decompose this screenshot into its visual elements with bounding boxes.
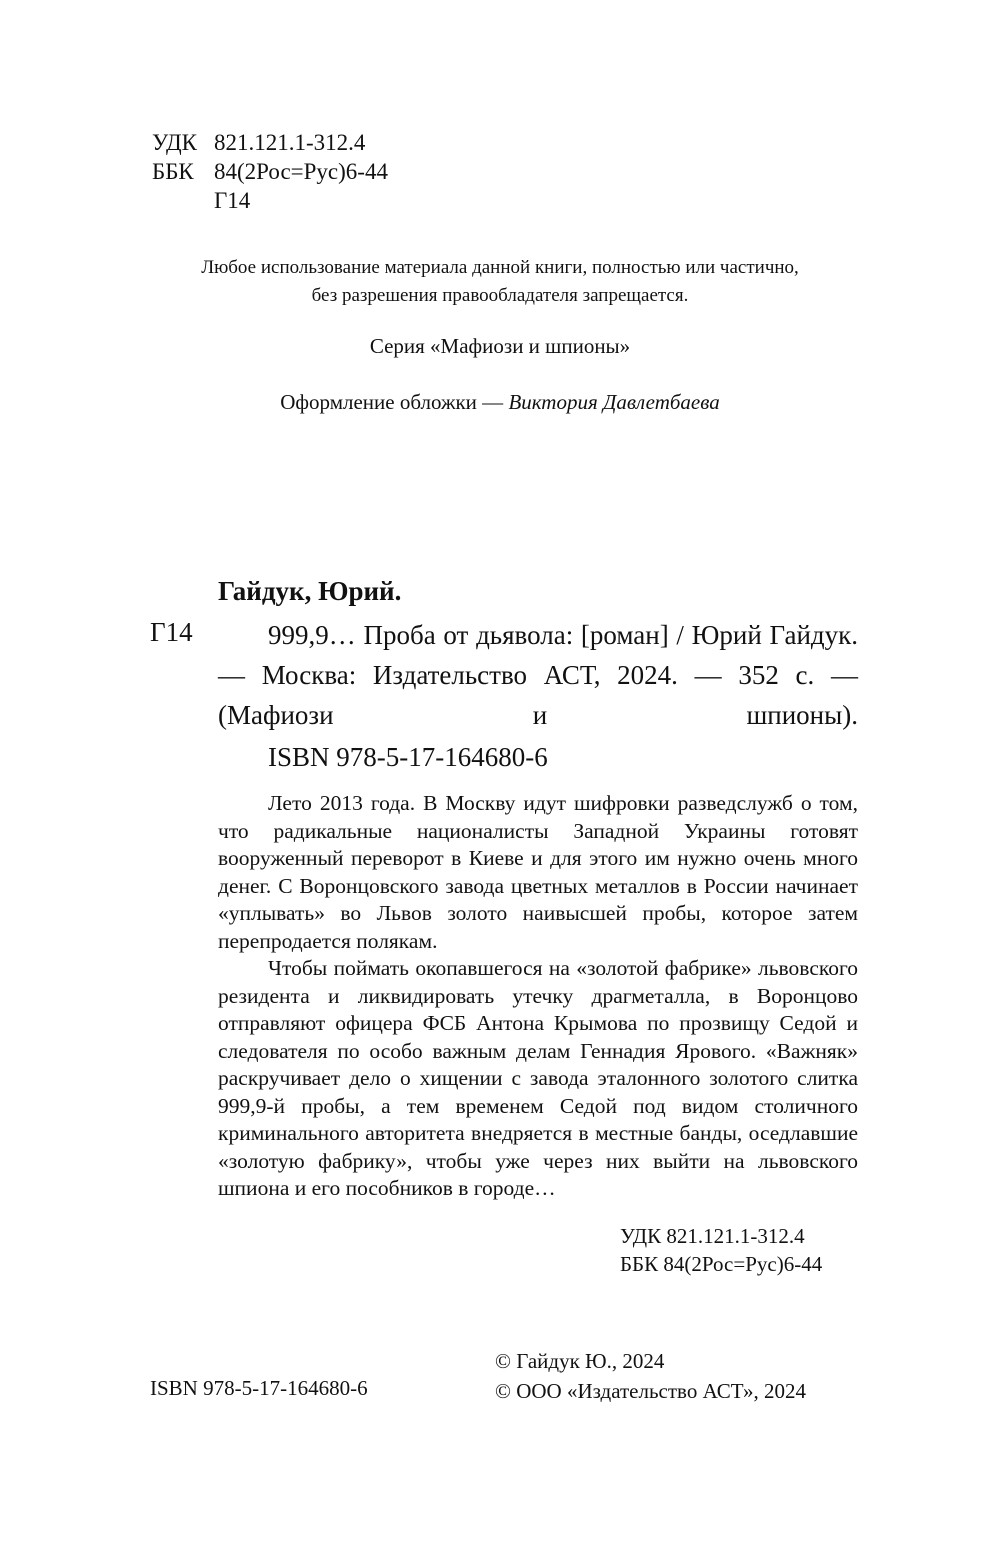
author-mark: Г14: [150, 617, 193, 647]
notice-line-2: без разрешения правообладателя запрещается.: [311, 285, 689, 306]
annotation: [218, 790, 858, 1203]
bbk-row: [152, 157, 388, 186]
copyright-block: [495, 1346, 806, 1406]
udk-value: 821.121.1-312.4: [214, 130, 366, 155]
bibliographic-description: [218, 615, 858, 735]
copyright-publisher: © ООО «Издательство АСТ», 2024: [495, 1379, 806, 1403]
bbk-value: 84(2Рос=Рус)6-44: [214, 159, 388, 184]
cover-design-line: [0, 390, 1000, 415]
copyright-notice: [0, 254, 1000, 310]
udk-bottom: УДК 821.121.1-312.4: [620, 1224, 805, 1248]
cover-designer: Виктория Давлетбаева: [508, 390, 720, 414]
author-mark-top: Г14: [214, 188, 251, 213]
isbn-bottom: ISBN 978-5-17-164680-6: [150, 1376, 368, 1400]
description-text: 999,9… Проба от дьявола: [роман] / Юрий Гайдук. — Москва: Издательство АСТ, 2024. — 352 с. — (Мафиози и шпионы).: [218, 620, 858, 730]
udk-label: УДК: [152, 130, 197, 155]
bottom-classification: [620, 1222, 822, 1278]
classification-block: [152, 128, 388, 215]
notice-line-1: Любое использование материала данной книги, полностью или частично,: [201, 257, 799, 278]
author-heading: Гайдук, Юрий.: [218, 576, 402, 606]
annotation-paragraph-2: Чтобы поймать окопавшегося на «золотой фабрике» львовского резидента и ликвидировать утечку драгметалла, в Воронцово отправляют офицера ФСБ Антона Крымова по прозвищу Седой и следователя по особо важным делам Геннадия Ярового. «Важняк» раскручивает дело о хищении с завода эталонного золотого слитка 999,9-й пробы, а тем временем Седой под видом столичного криминального авторитета внедряется в местные банды, оседлавшие «золотую фабрику», чтобы уже через них выйти на львовского шпиона и его пособников в городе…: [218, 956, 858, 1200]
isbn-main: ISBN 978-5-17-164680-6: [268, 742, 548, 772]
bbk-bottom: ББК 84(2Рос=Рус)6-44: [620, 1252, 823, 1276]
cover-design-label: Оформление обложки —: [280, 390, 509, 414]
udk-row: [152, 128, 388, 157]
bbk-label: ББК: [152, 159, 194, 184]
annotation-paragraph-1: Лето 2013 года. В Москву идут шифровки разведслужб о том, что радикальные националисты Западной Украины готовят вооруженный переворот в Киеве и для этого им нужно очень много денег. С Воронцовского завода цветных металлов в России начинает «уплывать» во Львов золото наивысшей пробы, которое затем перепродается полякам.: [218, 791, 858, 953]
series-line: Серия «Мафиози и шпионы»: [369, 334, 631, 358]
copyright-author: © Гайдук Ю., 2024: [495, 1349, 665, 1373]
